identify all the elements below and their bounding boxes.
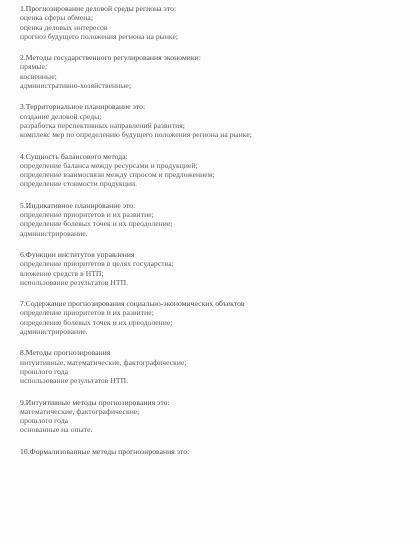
question-title: 7.Содержание прогнозирования социально-экономических объектов <box>20 299 245 309</box>
question-5 <box>20 201 416 238</box>
question-9 <box>20 398 416 435</box>
answer-option: оценка сферы обмена; <box>20 13 93 23</box>
answer-option: математические, фактографические; <box>20 406 140 416</box>
answer-option: определение приоритетов и их развитие; <box>20 308 154 318</box>
answer-option: использование результатов НТП. <box>20 277 129 287</box>
answer-option: определение взаимосвязи между спросом и предложением; <box>20 170 215 180</box>
answer-option: определение стоимости продукции. <box>20 179 138 189</box>
question-title: 3.Территориальное планирование это: <box>20 102 146 112</box>
answer-option: комплекс мер по определению будущего положения региона на рынке; <box>20 130 252 140</box>
question-title: 2.Методы государственного регулирования экономики: <box>20 53 201 63</box>
answer-option: прямые; <box>20 62 48 72</box>
answer-option: интуитивные, математические, фактографические; <box>20 357 187 367</box>
answer-option: вложение средств в НТП; <box>20 268 104 278</box>
question-title: 5.Индикативное планирование это: <box>20 200 136 210</box>
question-title: 6.Функции институтов управления <box>20 249 135 259</box>
question-title: 10.Формализованные методы прогнозирования это: <box>20 446 190 456</box>
answer-option: определение приоритетов в целях государства; <box>20 259 174 269</box>
answer-option: администрирование. <box>20 228 88 238</box>
question-title: 1.Прогнозирование деловой среды региона это: <box>20 4 177 13</box>
answer-option: определение болевых точек и их преодоление; <box>20 317 173 327</box>
answer-option: определение баланса между ресурсами и продукцией; <box>20 160 198 170</box>
answer-option: администрирование. <box>20 327 88 337</box>
question-title: 9.Интуитивные методы прогнозирования это: <box>20 397 170 407</box>
question-1 <box>20 4 416 41</box>
question-6 <box>20 250 416 287</box>
answer-option: создание деловой среды; <box>20 111 102 121</box>
answer-option: прошлого года <box>20 416 69 426</box>
question-4 <box>20 152 416 189</box>
question-title: 8.Методы прогнозирования <box>20 348 111 358</box>
answer-option: прошлого года <box>20 366 69 376</box>
question-8 <box>20 348 416 385</box>
answer-option: определение приоритетов и их развитие; <box>20 210 154 220</box>
question-10 <box>20 447 416 456</box>
document-text <box>20 4 416 468</box>
answer-option: разработка перспективных направлений развития; <box>20 120 185 130</box>
answer-option: определение болевых точек и их преодоление; <box>20 219 173 229</box>
question-3 <box>20 102 416 139</box>
question-7 <box>20 299 416 336</box>
answer-option: использование результатов НТП. <box>20 376 129 386</box>
answer-option: административно-хозяйственные; <box>20 81 132 91</box>
answer-option: основанные на опыте. <box>20 425 93 435</box>
answer-option: косвенные; <box>20 71 57 81</box>
question-2 <box>20 53 416 90</box>
question-title: 4.Сущность балансового метода: <box>20 151 128 161</box>
answer-option: оценка деловых интересов <box>20 22 108 32</box>
answer-option: прогноз будущего положения региона на рынке; <box>20 31 179 41</box>
